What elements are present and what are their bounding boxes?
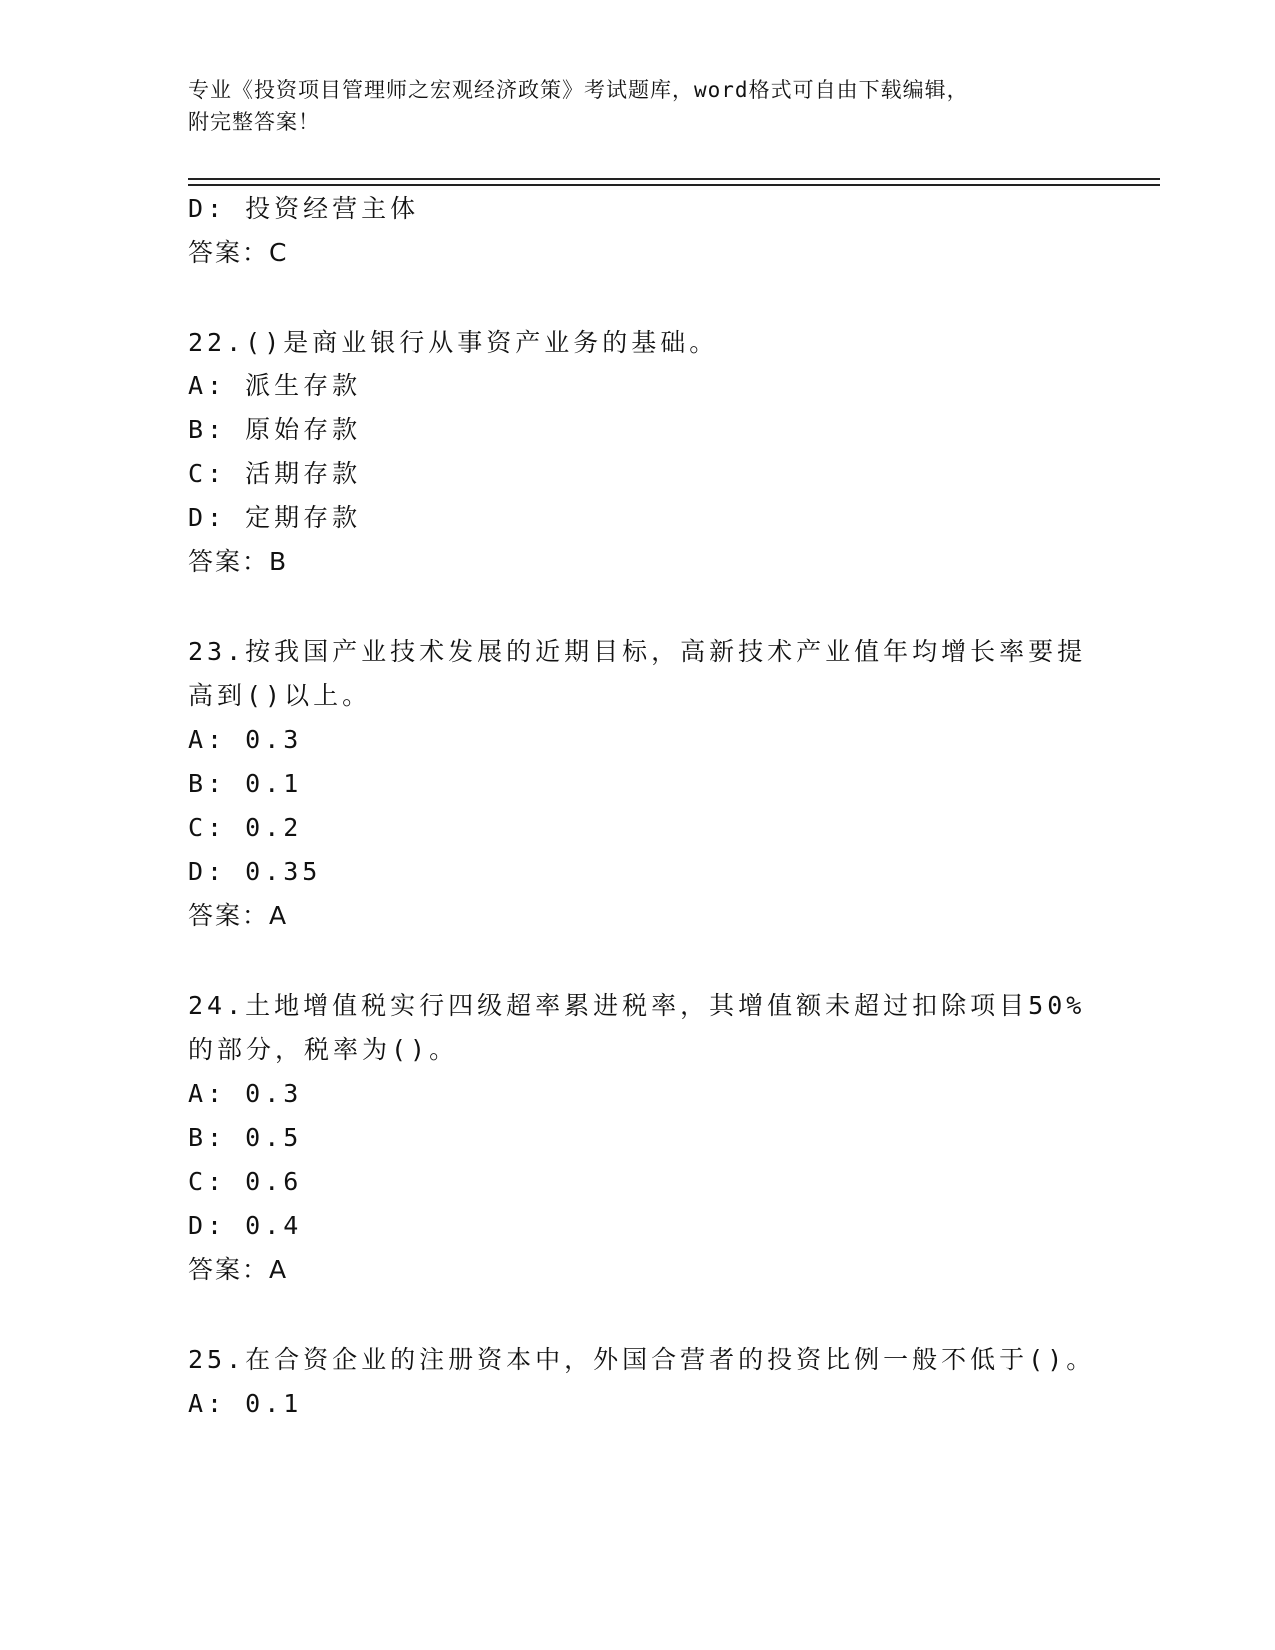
q22-option-a: A: 派生存款 xyxy=(188,371,362,400)
q24-stem-line-1: 24.土地增值税实行四级超率累进税率，其增值额未超过扣除项目50% xyxy=(188,991,1086,1020)
prev-answer: 答案：C xyxy=(188,238,289,267)
q23-option-a: A: 0.3 xyxy=(188,725,303,754)
header-line-1: 专业《投资项目管理师之宏观经济政策》考试题库，word格式可自由下载编辑， xyxy=(188,78,969,102)
q25-option-a: A: 0.1 xyxy=(188,1389,303,1418)
q22-stem: 22.()是商业银行从事资产业务的基础。 xyxy=(188,328,719,357)
q24-stem-line-2: 的部分，税率为()。 xyxy=(188,1035,459,1064)
q22-option-b: B: 原始存款 xyxy=(188,415,362,444)
document-header xyxy=(188,74,1068,138)
q23-stem-line-1: 23.按我国产业技术发展的近期目标，高新技术产业值年均增长率要提 xyxy=(188,637,1087,666)
header-divider-top xyxy=(188,178,1160,180)
q24-option-b: B: 0.5 xyxy=(188,1123,303,1152)
header-line-2: 附完整答案！ xyxy=(188,110,320,134)
q25-stem: 25.在合资企业的注册资本中，外国合营者的投资比例一般不低于()。 xyxy=(188,1345,1096,1374)
q22-answer: 答案：B xyxy=(188,547,289,576)
prev-option-d: D: 投资经营主体 xyxy=(188,194,420,223)
q24-option-a: A: 0.3 xyxy=(188,1079,303,1108)
q22-option-c: C: 活期存款 xyxy=(188,459,362,488)
q22-option-d: D: 定期存款 xyxy=(188,503,362,532)
q23-option-d: D: 0.35 xyxy=(188,857,322,886)
q23-answer: 答案：A xyxy=(188,901,289,930)
q23-stem-line-2: 高到()以上。 xyxy=(188,681,372,710)
q23-option-c: C: 0.2 xyxy=(188,813,303,842)
q24-option-c: C: 0.6 xyxy=(188,1167,303,1196)
q23-option-b: B: 0.1 xyxy=(188,769,303,798)
q24-option-d: D: 0.4 xyxy=(188,1211,303,1240)
header-divider-bottom xyxy=(188,184,1160,186)
q24-answer: 答案：A xyxy=(188,1255,289,1284)
